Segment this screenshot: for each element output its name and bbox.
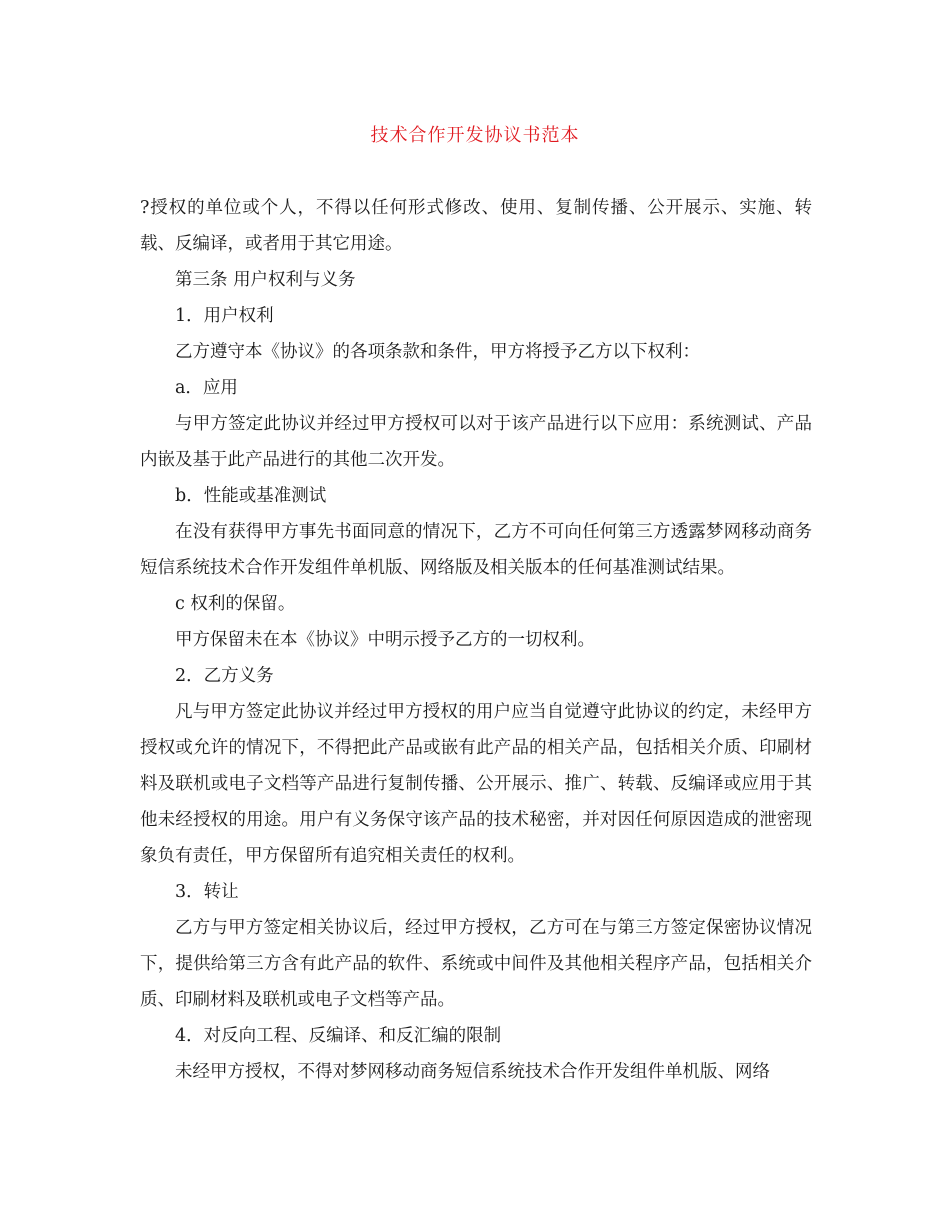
document-title: 技术合作开发协议书范本 <box>370 125 580 146</box>
document-body <box>140 190 812 1090</box>
paragraph: ?授权的单位或个人，不得以任何形式修改、使用、复制传播、公开展示、实施、转载、反编译，或者用于其它用途。 <box>140 198 812 254</box>
subsection-heading: 4．对反向工程、反编译、和反汇编的限制 <box>175 1026 502 1046</box>
paragraph: 在没有获得甲方事先书面同意的情况下，乙方不可向任何第三方透露梦网移动商务短信系统技术合作开发组件单机版、网络版及相关版本的任何基准测试结果。 <box>140 522 812 578</box>
paragraph: 甲方保留未在本《协议》中明示授予乙方的一切权利。 <box>175 630 595 650</box>
paragraph: 与甲方签定此协议并经过甲方授权可以对于该产品进行以下应用：系统测试、产品内嵌及基于此产品进行的其他二次开发。 <box>140 414 812 470</box>
paragraph: 未经甲方授权，不得对梦网移动商务短信系统技术合作开发组件单机版、网络 <box>175 1062 770 1082</box>
section-heading: 第三条 用户权利与义务 <box>175 270 356 290</box>
paragraph: 乙方遵守本《协议》的各项条款和条件，甲方将授予乙方以下权利： <box>175 342 700 362</box>
subsection-heading: 2．乙方义务 <box>175 666 274 686</box>
paragraph: 凡与甲方签定此协议并经过甲方授权的用户应当自觉遵守此协议的约定，未经甲方授权或允许的情况下，不得把此产品或嵌有此产品的相关产品，包括相关介质、印刷材料及联机或电子文档等产品进行复制传播、公开展示、推广、转载、反编译或应用于其他未经授权的用途。用户有义务保守该产品的技术秘密，并对因任何原因造成的泄密现象负有责任，甲方保留所有追究相关责任的权利。 <box>140 702 812 866</box>
list-item-heading: b．性能或基准测试 <box>175 486 327 506</box>
paragraph: 乙方与甲方签定相关协议后，经过甲方授权，乙方可在与第三方签定保密协议情况下，提供给第三方含有此产品的软件、系统或中间件及其他相关程序产品，包括相关介质、印刷材料及联机或电子文档等产品。 <box>140 918 812 1010</box>
list-item-heading: c 权利的保留。 <box>175 594 296 614</box>
subsection-heading: 1．用户权利 <box>175 306 274 326</box>
list-item-heading: a．应用 <box>175 378 238 398</box>
subsection-heading: 3．转让 <box>175 882 239 902</box>
